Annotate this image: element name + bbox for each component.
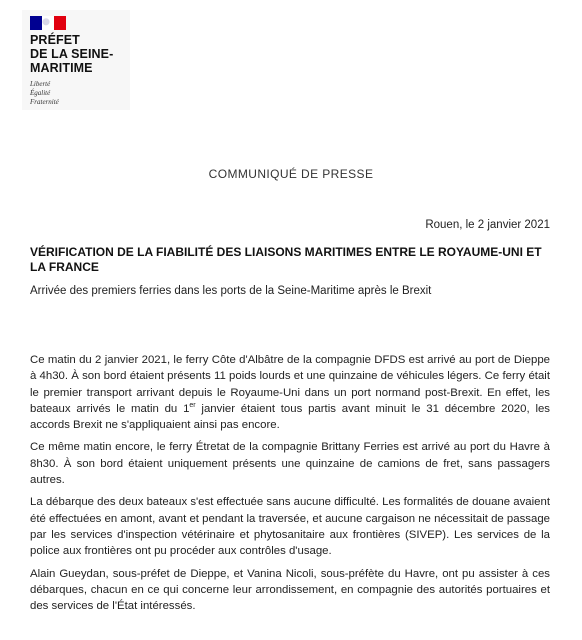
document-date: Rouen, le 2 janvier 2021 (425, 219, 550, 231)
devise-egalite: Égalité (30, 89, 51, 97)
paragraph-1 (30, 352, 550, 433)
ordinal-superscript: er (189, 402, 196, 410)
prefecture-name: PRÉFET DE LA SEINE- MARITIME (30, 33, 114, 75)
flag-blue-band (30, 16, 42, 30)
paragraph-3: La débarque des deux bateaux s'est effectuée sans aucune difficulté. Les formalités de douane avaient été effectuées en amont, avant et pendant la traversée, et aucune cargaison ne nécessitait de passage par les services d'inspection vétérinaire et phytosanitaire aux frontières (SIVEP). Les services de la police aux frontières ont pu procéder aux contrôles d'usage. (30, 496, 550, 558)
document-subtitle: Arrivée des premiers ferries dans les ports de la Seine-Maritime après le Brexit (30, 285, 432, 297)
devise (30, 80, 59, 107)
paragraph-1-part-b: janvier étaient tous partis avant minuit le 31 décembre 2020, les accords Brexit ne s'appliquaient ainsi pas encore. (30, 402, 550, 432)
prefecture-logo (22, 10, 130, 110)
marianne-icon (42, 17, 50, 29)
document-type: COMMUNIQUÉ DE PRESSE (208, 167, 374, 181)
document-title: VÉRIFICATION DE LA FIABILITÉ DES LIAISONS MARITIMES ENTRE LE ROYAUME-UNI ET LA FRANCE (30, 245, 542, 274)
document-body (30, 352, 550, 620)
paragraph-2: Ce même matin encore, le ferry Étretat de la compagnie Brittany Ferries est arrivé au port du Havre à 8h30. À son bord étaient uniquement présents une quinzaine de camions de fret, sans passagers autres. (30, 441, 550, 487)
flag-red-band (54, 16, 66, 30)
paragraph-4: Alain Gueydan, sous-préfet de Dieppe, et Vanina Nicoli, sous-préfète du Havre, ont pu assister à ces débarques, chacun en ce qui concerne leur arrondissement, en compagnie des autorités portuaires et des services de l'État intéressés. (30, 567, 550, 613)
paragraph-1-part-a: Ce matin du 2 janvier 2021, le ferry Côte d'Albâtre de la compagnie DFDS est arrivé au port de Dieppe à 4h30. À son bord étaient présents 11 poids lourds et une quinzaine de véhicules légers. Ce ferry était le premier transport arrivant depuis le Royaume-Uni dans un port normand post-Brexit. En effet, les bateaux arrivés le matin du 1 (30, 354, 550, 415)
devise-liberte: Liberté (30, 80, 51, 88)
devise-fraternite: Fraternité (30, 98, 59, 106)
